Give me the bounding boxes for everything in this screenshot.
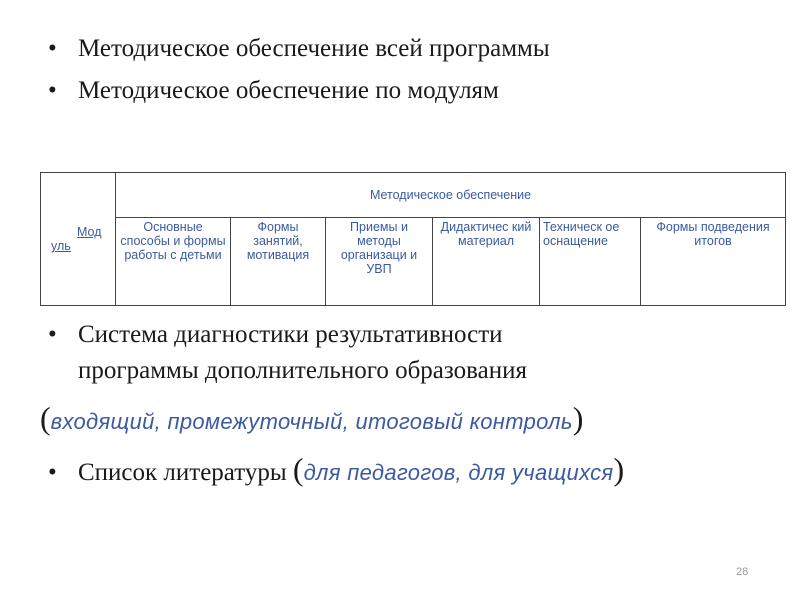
bullet-text-3-line1: Система диагностики результативности bbox=[78, 321, 503, 348]
bullet-item-2 bbox=[48, 76, 499, 106]
table-column-technical: Техническ ое оснащение bbox=[540, 218, 641, 306]
table-column-forms: Формы занятий, мотивация bbox=[231, 218, 326, 306]
control-note-text: входящий, промежуточный, итоговый контроль bbox=[50, 409, 573, 434]
page-number: 28 bbox=[736, 566, 749, 578]
bullet-text-3-line2: программы дополнительного образования bbox=[78, 357, 527, 384]
bullet-item-1 bbox=[48, 34, 550, 64]
open-paren: ( bbox=[292, 451, 304, 487]
module-column-header bbox=[41, 173, 116, 306]
table-column-results: Формы подведения итогов bbox=[641, 218, 786, 306]
bullet-marker: • bbox=[48, 321, 57, 348]
bullet-item-3 bbox=[48, 320, 503, 350]
table-column-techniques: Приемы и методы организаци и УВП bbox=[326, 218, 433, 306]
module-label-part2: уль bbox=[51, 239, 71, 253]
literature-note-text: для педагогов, для учащихся bbox=[303, 460, 614, 485]
bullet-text-1: Методическое обеспечение всей программы bbox=[78, 35, 550, 62]
table-column-didactic: Дидактичес кий материал bbox=[433, 218, 540, 306]
bullet-marker: • bbox=[48, 77, 57, 104]
close-paren: ) bbox=[572, 400, 584, 436]
table-header-methodical: Методическое обеспечение bbox=[116, 173, 786, 218]
bullet-marker: • bbox=[48, 35, 57, 62]
close-paren: ) bbox=[613, 451, 625, 487]
bullet-marker: • bbox=[48, 459, 57, 486]
module-label-part1: Мод bbox=[77, 225, 102, 239]
bullet-text-2: Методическое обеспечение по модулям bbox=[78, 77, 499, 104]
methodical-table bbox=[40, 172, 786, 306]
bullet-item-4 bbox=[48, 451, 625, 488]
control-note bbox=[40, 400, 584, 437]
bullet-text-4: Список литературы bbox=[78, 459, 287, 486]
open-paren: ( bbox=[40, 400, 51, 436]
module-label bbox=[51, 225, 111, 253]
table-column-methods: Основные способы и формы работы с детьми bbox=[116, 218, 231, 306]
